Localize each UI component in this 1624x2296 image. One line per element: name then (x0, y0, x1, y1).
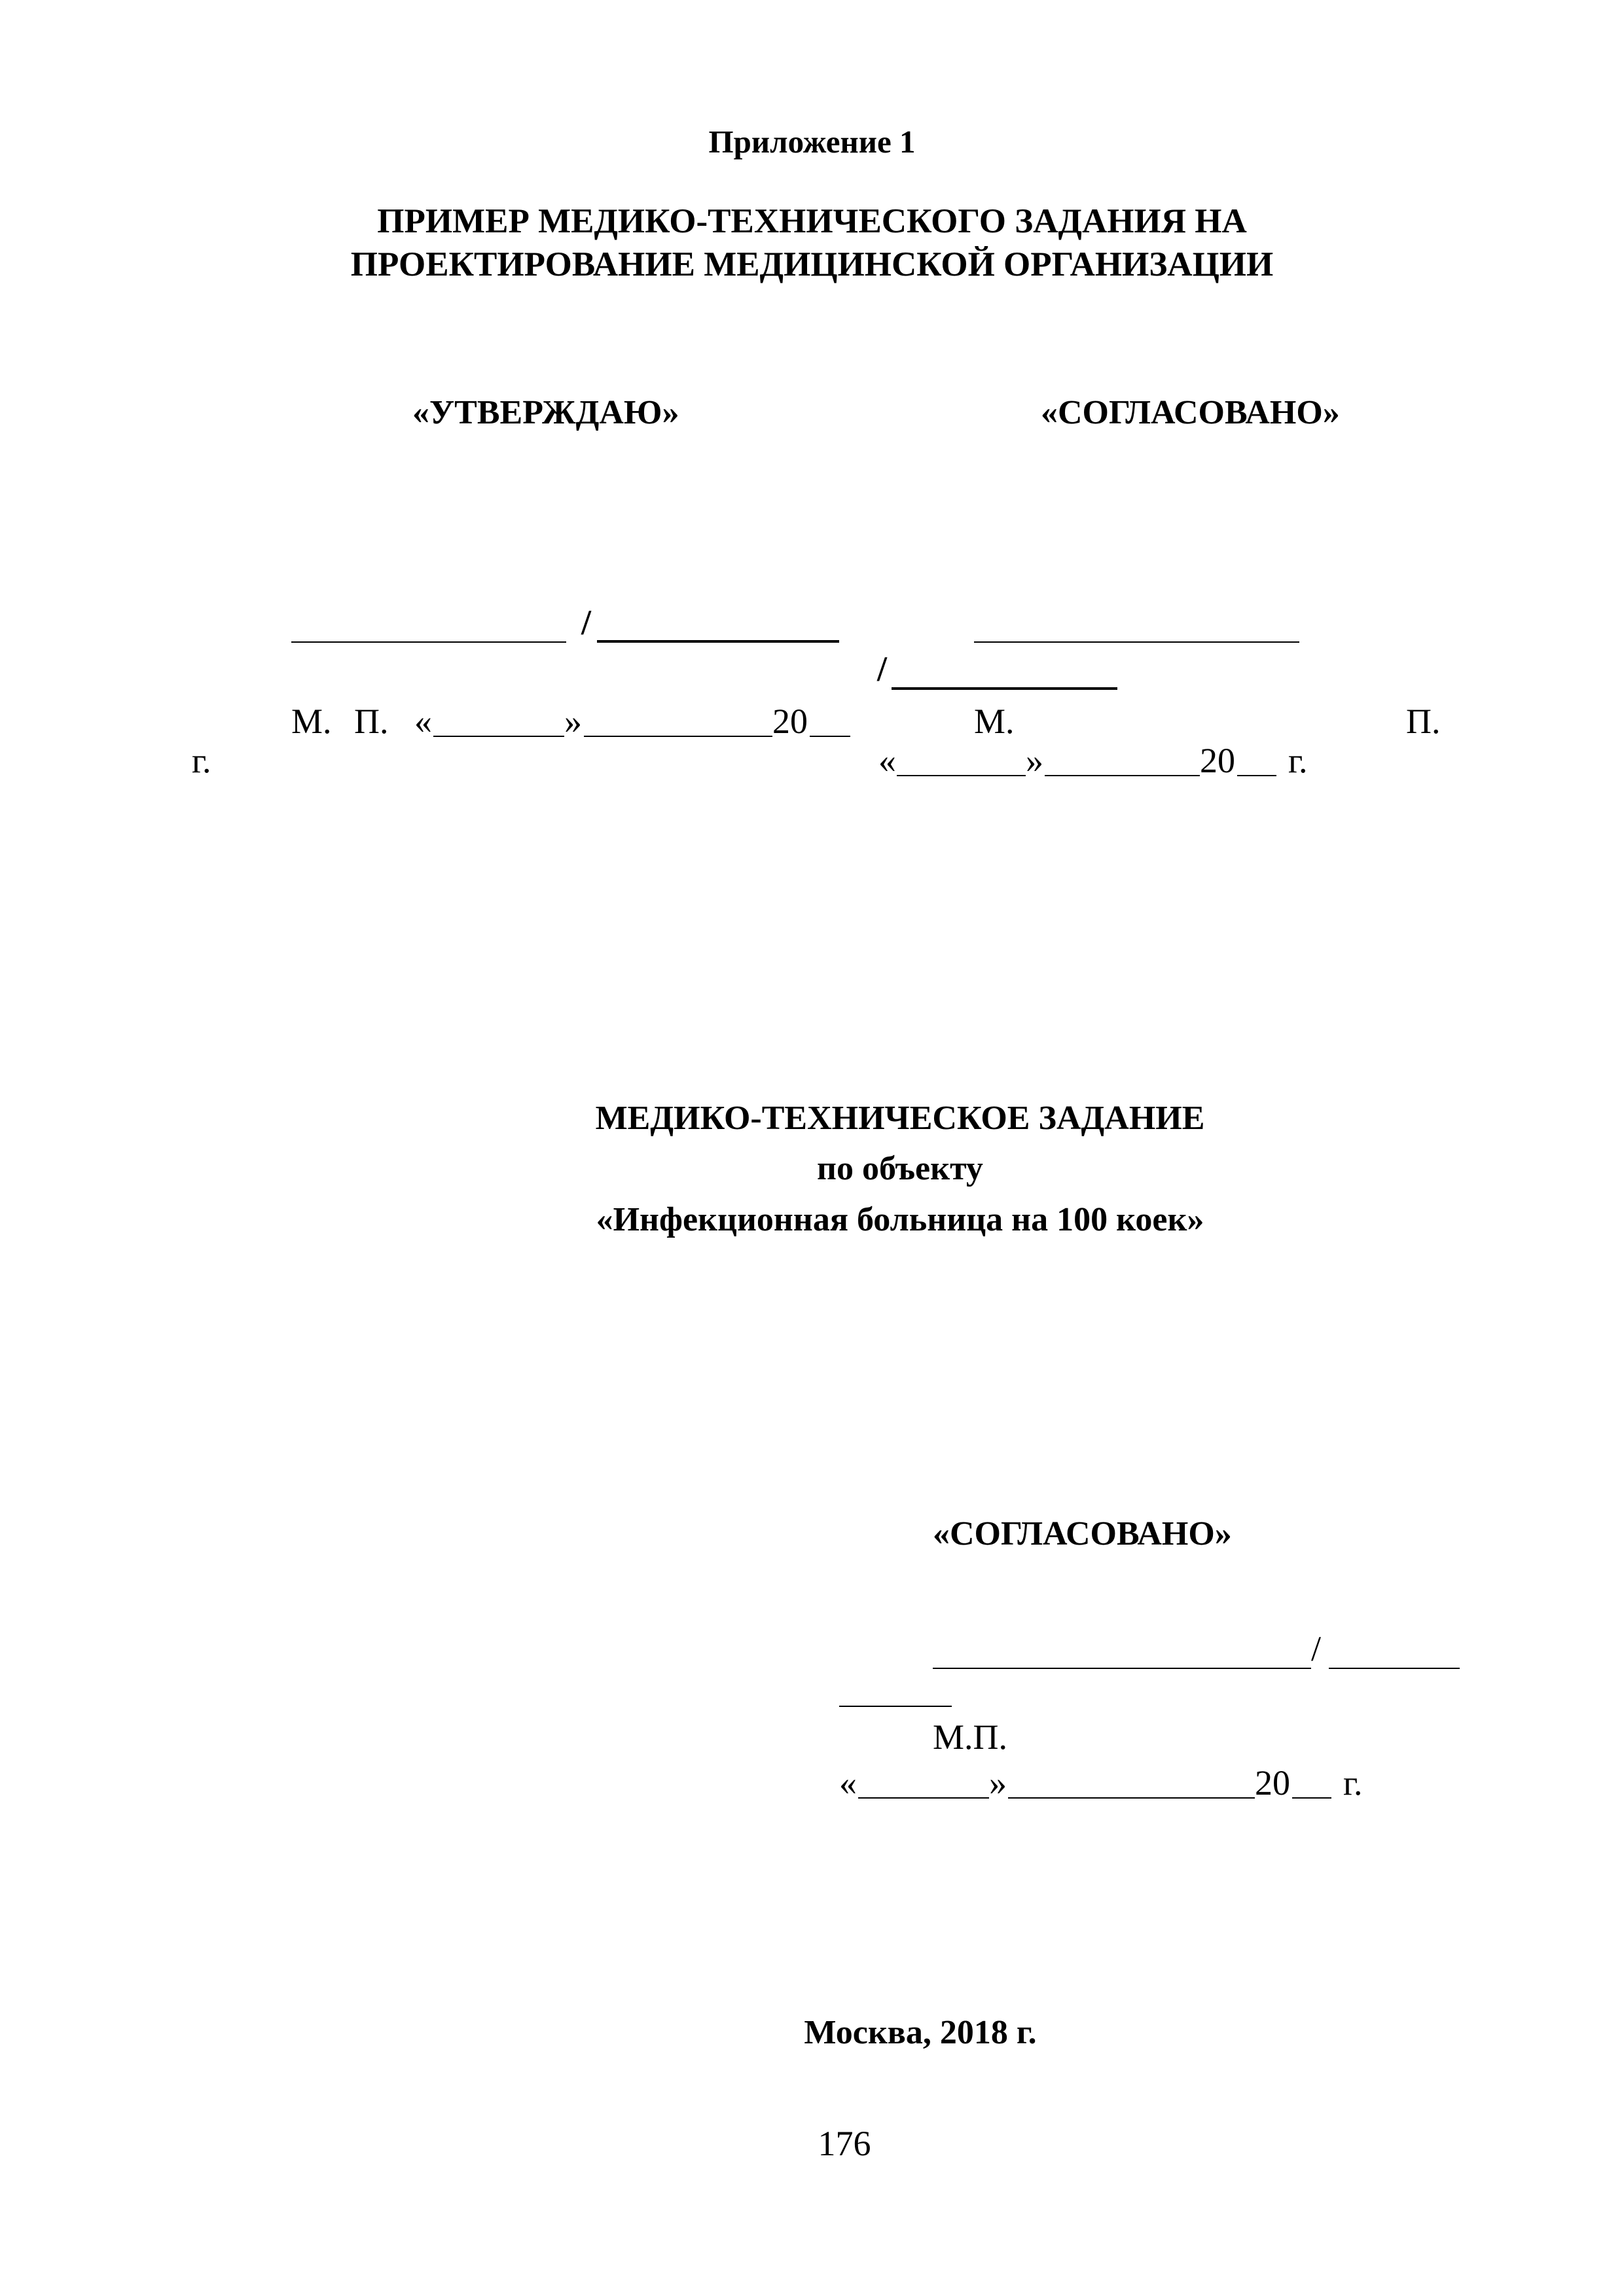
left-stamp-year-suffix: г. (192, 741, 211, 780)
left-stamp-day-line (433, 736, 564, 737)
right-stamp-m: М. (974, 702, 1015, 741)
left-signature-slash: / (581, 603, 592, 642)
main-title-line-2: по объекту (817, 1150, 983, 1187)
right-signature-slash: / (877, 649, 888, 689)
right-stamp-day-line (897, 775, 1026, 776)
main-title-line-1: МЕДИКО-ТЕХНИЧЕСКОЕ ЗАДАНИЕ (595, 1100, 1205, 1137)
left-stamp-p: П. (354, 702, 389, 741)
left-signature-line (291, 641, 566, 643)
bottom-stamp-month-line (1008, 1797, 1255, 1799)
bottom-stamp-day-line (858, 1797, 989, 1799)
right-stamp-year-prefix: 20 (1200, 741, 1235, 780)
document-title-line-2: ПРОЕКТИРОВАНИЕ МЕДИЦИНСКОЙ ОРГАНИЗАЦИИ (350, 245, 1274, 283)
bottom-stamp-year-suffix: г. (1343, 1763, 1363, 1803)
left-name-line (597, 640, 839, 643)
left-stamp-year-prefix: 20 (772, 702, 808, 741)
bottom-stamp-open-quote: « (839, 1763, 857, 1803)
left-stamp-month-line (584, 736, 772, 737)
right-stamp-month-line (1045, 775, 1200, 776)
page-number: 176 (818, 2124, 871, 2163)
agree-heading: «СОГЛАСОВАНО» (1041, 394, 1340, 431)
main-title-line-3: «Инфекционная больница на 100 коек» (596, 1201, 1204, 1238)
right-name-line (892, 687, 1117, 690)
left-stamp-m: М. (291, 702, 332, 741)
bottom-stamp-mp: М.П. (933, 1717, 1008, 1757)
document-title-line-1: ПРИМЕР МЕДИКО-ТЕХНИЧЕСКОГО ЗАДАНИЯ НА (377, 202, 1247, 240)
approve-heading: «УТВЕРЖДАЮ» (412, 394, 679, 431)
bottom-stamp-year-line (1292, 1797, 1331, 1799)
city-year: Москва, 2018 г. (804, 2014, 1037, 2051)
right-stamp-open-quote: « (878, 741, 896, 780)
bottom-name-line-1 (1329, 1668, 1460, 1669)
bottom-name-line-2 (839, 1706, 952, 1707)
right-stamp-year-suffix: г. (1288, 741, 1308, 780)
right-stamp-p: П. (1406, 702, 1441, 741)
bottom-signature-slash: / (1311, 1629, 1322, 1668)
right-stamp-close-quote: » (1026, 741, 1043, 780)
right-stamp-year-line (1237, 775, 1276, 776)
bottom-stamp-year-prefix: 20 (1255, 1763, 1290, 1803)
left-stamp-close-quote: » (564, 702, 582, 741)
bottom-stamp-close-quote: » (989, 1763, 1007, 1803)
left-stamp-open-quote: « (414, 702, 432, 741)
right-signature-line (974, 641, 1299, 643)
left-stamp-year-line (810, 736, 850, 737)
bottom-signature-line (933, 1668, 1311, 1669)
bottom-agree-heading: «СОГЛАСОВАНО» (933, 1515, 1232, 1552)
appendix-label: Приложение 1 (708, 124, 916, 160)
